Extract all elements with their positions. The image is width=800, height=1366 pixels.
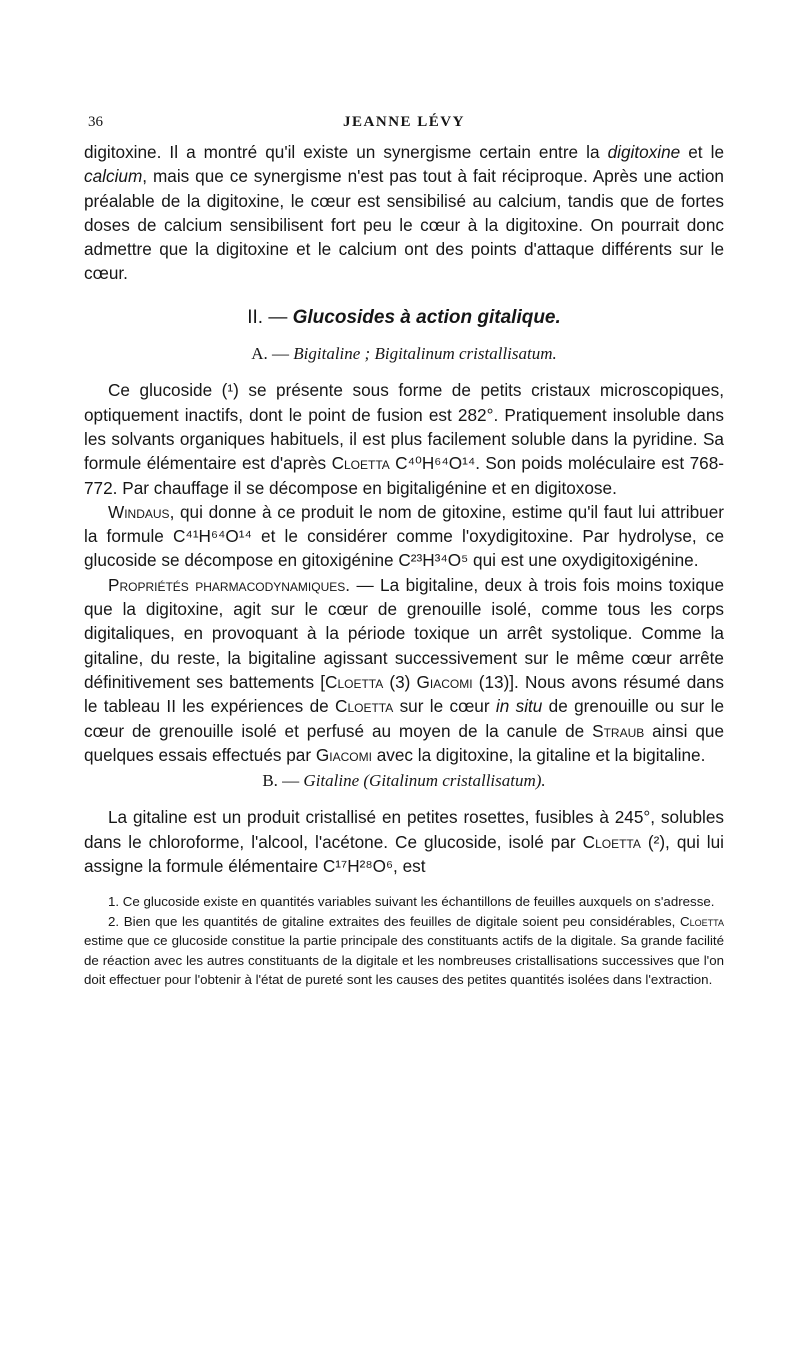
footnote-1: 1. Ce glucoside existe en quantités variables suivant les échantillons de feuilles auxquels on s'adresse. (108, 894, 715, 910)
footnotes (84, 892, 724, 990)
page (84, 110, 724, 990)
paragraph-windaus: Windaus, qui donne à ce produit le nom de gitoxine, estime qu'il faut lui attribuer la formule C⁴¹H⁶⁴O¹⁴ et le considérer comme l'oxydigitoxine. Par hydrolyse, ce glucoside se décompose en gitoxigénine C²³H³⁴O⁵ qui est une oxydigitoxigénine. (84, 501, 724, 571)
body-text (84, 140, 724, 878)
section-heading-ii: II. — Glucosides à action gitalique. (247, 306, 561, 328)
paragraph-gitaline: La gitaline est un produit cristallisé en petites rosettes, fusibles à 245°, solubles dans le chloroforme, l'alcool, l'acétone. Ce glucoside, isolé par Cloetta (²), qui lui assigne la formule élémentaire C¹⁷H²⁸O⁶, est (84, 807, 724, 877)
subsection-heading-b: B. — Gitaline (Gitalinum cristallisatum). (262, 771, 546, 791)
footnote-2: 2. Bien que les quantités de gitaline extraites des feuilles de digitale soient peu considérables, Cloetta estime que ce glucoside constitue la partie principale des constituants actifs de la digitale. Sa grande facilité de réaction avec les autres constituants de la digitale et les nombreuses cristallisations successives que l'on doit effectuer pour l'obtenir à l'état de pureté sont les causes des petites quantités isolées dans l'extraction. (84, 913, 724, 988)
paragraph-intro: digitoxine. Il a montré qu'il existe un synergisme certain entre la digitoxine et le calcium, mais que ce synergisme n'est pas tout à fait réciproque. Après une action préalable de la digitoxine, le cœur est sensibilisé au calcium, tandis que de fortes doses de calcium sensibilisent fort peu le cœur à la digitoxine. On pourrait donc admettre que la digitoxine et le calcium ont des points d'attaque différents sur le cœur. (84, 142, 724, 284)
page-number: 36 (88, 114, 103, 130)
running-head: JEANNE LÉVY (343, 114, 465, 130)
subsection-heading-a: A. — Bigitaline ; Bigitalinum cristallisatum. (251, 344, 557, 364)
page-header (84, 110, 724, 140)
paragraph-bigitaline: Ce glucoside (¹) se présente sous forme de petits cristaux microscopiques, optiquement inactifs, dont le point de fusion est 282°. Pratiquement insoluble dans les solvants organiques habituels, il est plus facilement soluble dans la pyridine. Sa formule élémentaire est d'après Cloetta C⁴⁰H⁶⁴O¹⁴. Son poids moléculaire est 768-772. Par chauffage il se décompose en bigitaligénine et en digitoxose. (84, 380, 724, 498)
paragraph-proprietes: Propriétés pharmacodynamiques. — La bigitaline, deux à trois fois moins toxique que la digitoxine, agit sur le cœur de grenouille isolé, comme tous les corps digitaliques, en provoquant à la période toxique un arrêt systolique. Comme la gitaline, du reste, la bigitaline agissant successivement sur le même cœur arrête définitivement ses battements [Cloetta (3) Giacomi (13)]. Nous avons résumé dans le tableau II les expériences de Cloetta sur le cœur in situ de grenouille ou sur le cœur de grenouille isolé et perfusé au moyen de la canule de Straub ainsi que quelques essais effectués par Giacomi avec la digitoxine, la gitaline et la bigitaline. (84, 574, 725, 765)
